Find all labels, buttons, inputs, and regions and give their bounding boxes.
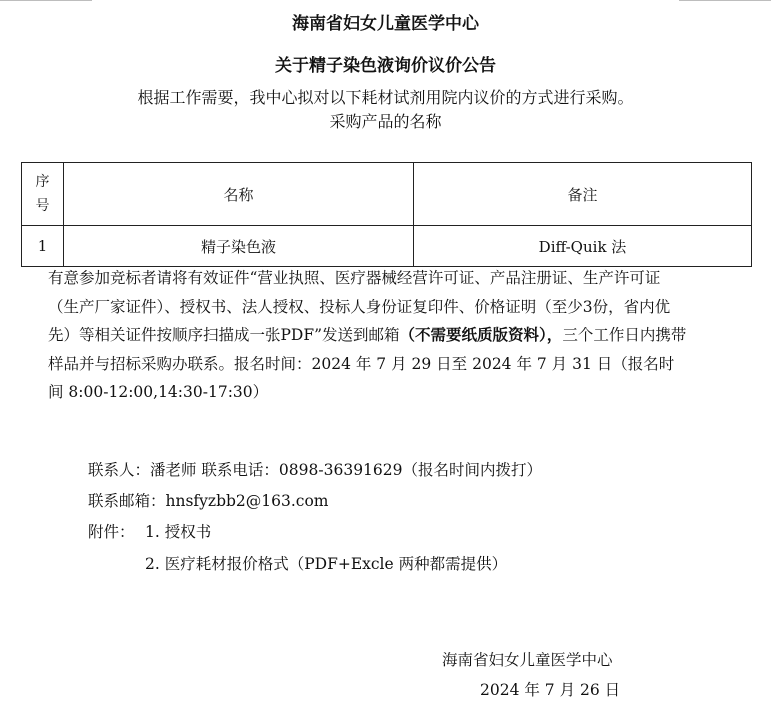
table-header-name: 名称	[64, 163, 414, 226]
table-cell-note: Diff-Quik 法	[414, 226, 752, 267]
page-corner-mark-left	[0, 0, 92, 1]
instructions-paragraph	[48, 264, 688, 407]
page-corner-mark-right	[679, 0, 771, 1]
table-header-seq-line1: 序	[35, 174, 50, 190]
table-header-seq-line2: 号	[35, 198, 50, 214]
intro-line-1: 根据工作需要，我中心拟对以下耗材试剂用院内议价的方式进行采购。	[137, 88, 634, 107]
table-header-seq	[22, 163, 64, 226]
signature-date: 2024 年 7 月 26 日	[480, 681, 621, 699]
contact-line: 联系人：潘老师 联系电话：0898-36391629（报名时间内拨打）	[88, 461, 543, 479]
instructions-text-after: 三个工作日内携带样品并与招标采购办联系。报名时间：2024 年 7 月 29 日至 2024 年 7 月 31 日（报名时间 8:00-12:00,14:30-17:30）	[48, 326, 687, 402]
intro-text	[0, 86, 771, 134]
table-row	[22, 226, 752, 267]
document-title: 海南省妇女儿童医学中心	[292, 14, 479, 34]
table-header-note: 备注	[414, 163, 752, 226]
email-line: 联系邮箱：hnsfyzbb2@163.com	[88, 492, 329, 510]
table-header-row	[22, 163, 752, 226]
signature-organization: 海南省妇女儿童医学中心	[442, 651, 613, 669]
attachment-item-1: 1. 授权书	[145, 523, 212, 541]
instructions-bold-note: （不需要纸质版资料），	[399, 326, 563, 345]
table-cell-name: 精子染色液	[64, 226, 414, 267]
document-subtitle: 关于精子染色液询价议价公告	[275, 56, 496, 76]
instructions-text-before: 有意参加竞标者请将有效证件“营业执照、医疗器械经营许可证、产品注册证、生产许可证（生产厂家证件）、授权书、法人授权、投标人身份证复印件、价格证明（至少3份，省内优先）等相关证件按顺序扫描成一张PDF”发送到邮箱	[48, 269, 671, 345]
table-cell-seq: 1	[22, 226, 64, 267]
intro-line-2: 采购产品的名称	[329, 112, 442, 131]
product-table	[21, 162, 752, 267]
attachment-label: 附件：	[88, 523, 135, 541]
attachment-item-2: 2. 医疗耗材报价格式（PDF+Excle 两种都需提供）	[145, 555, 508, 573]
